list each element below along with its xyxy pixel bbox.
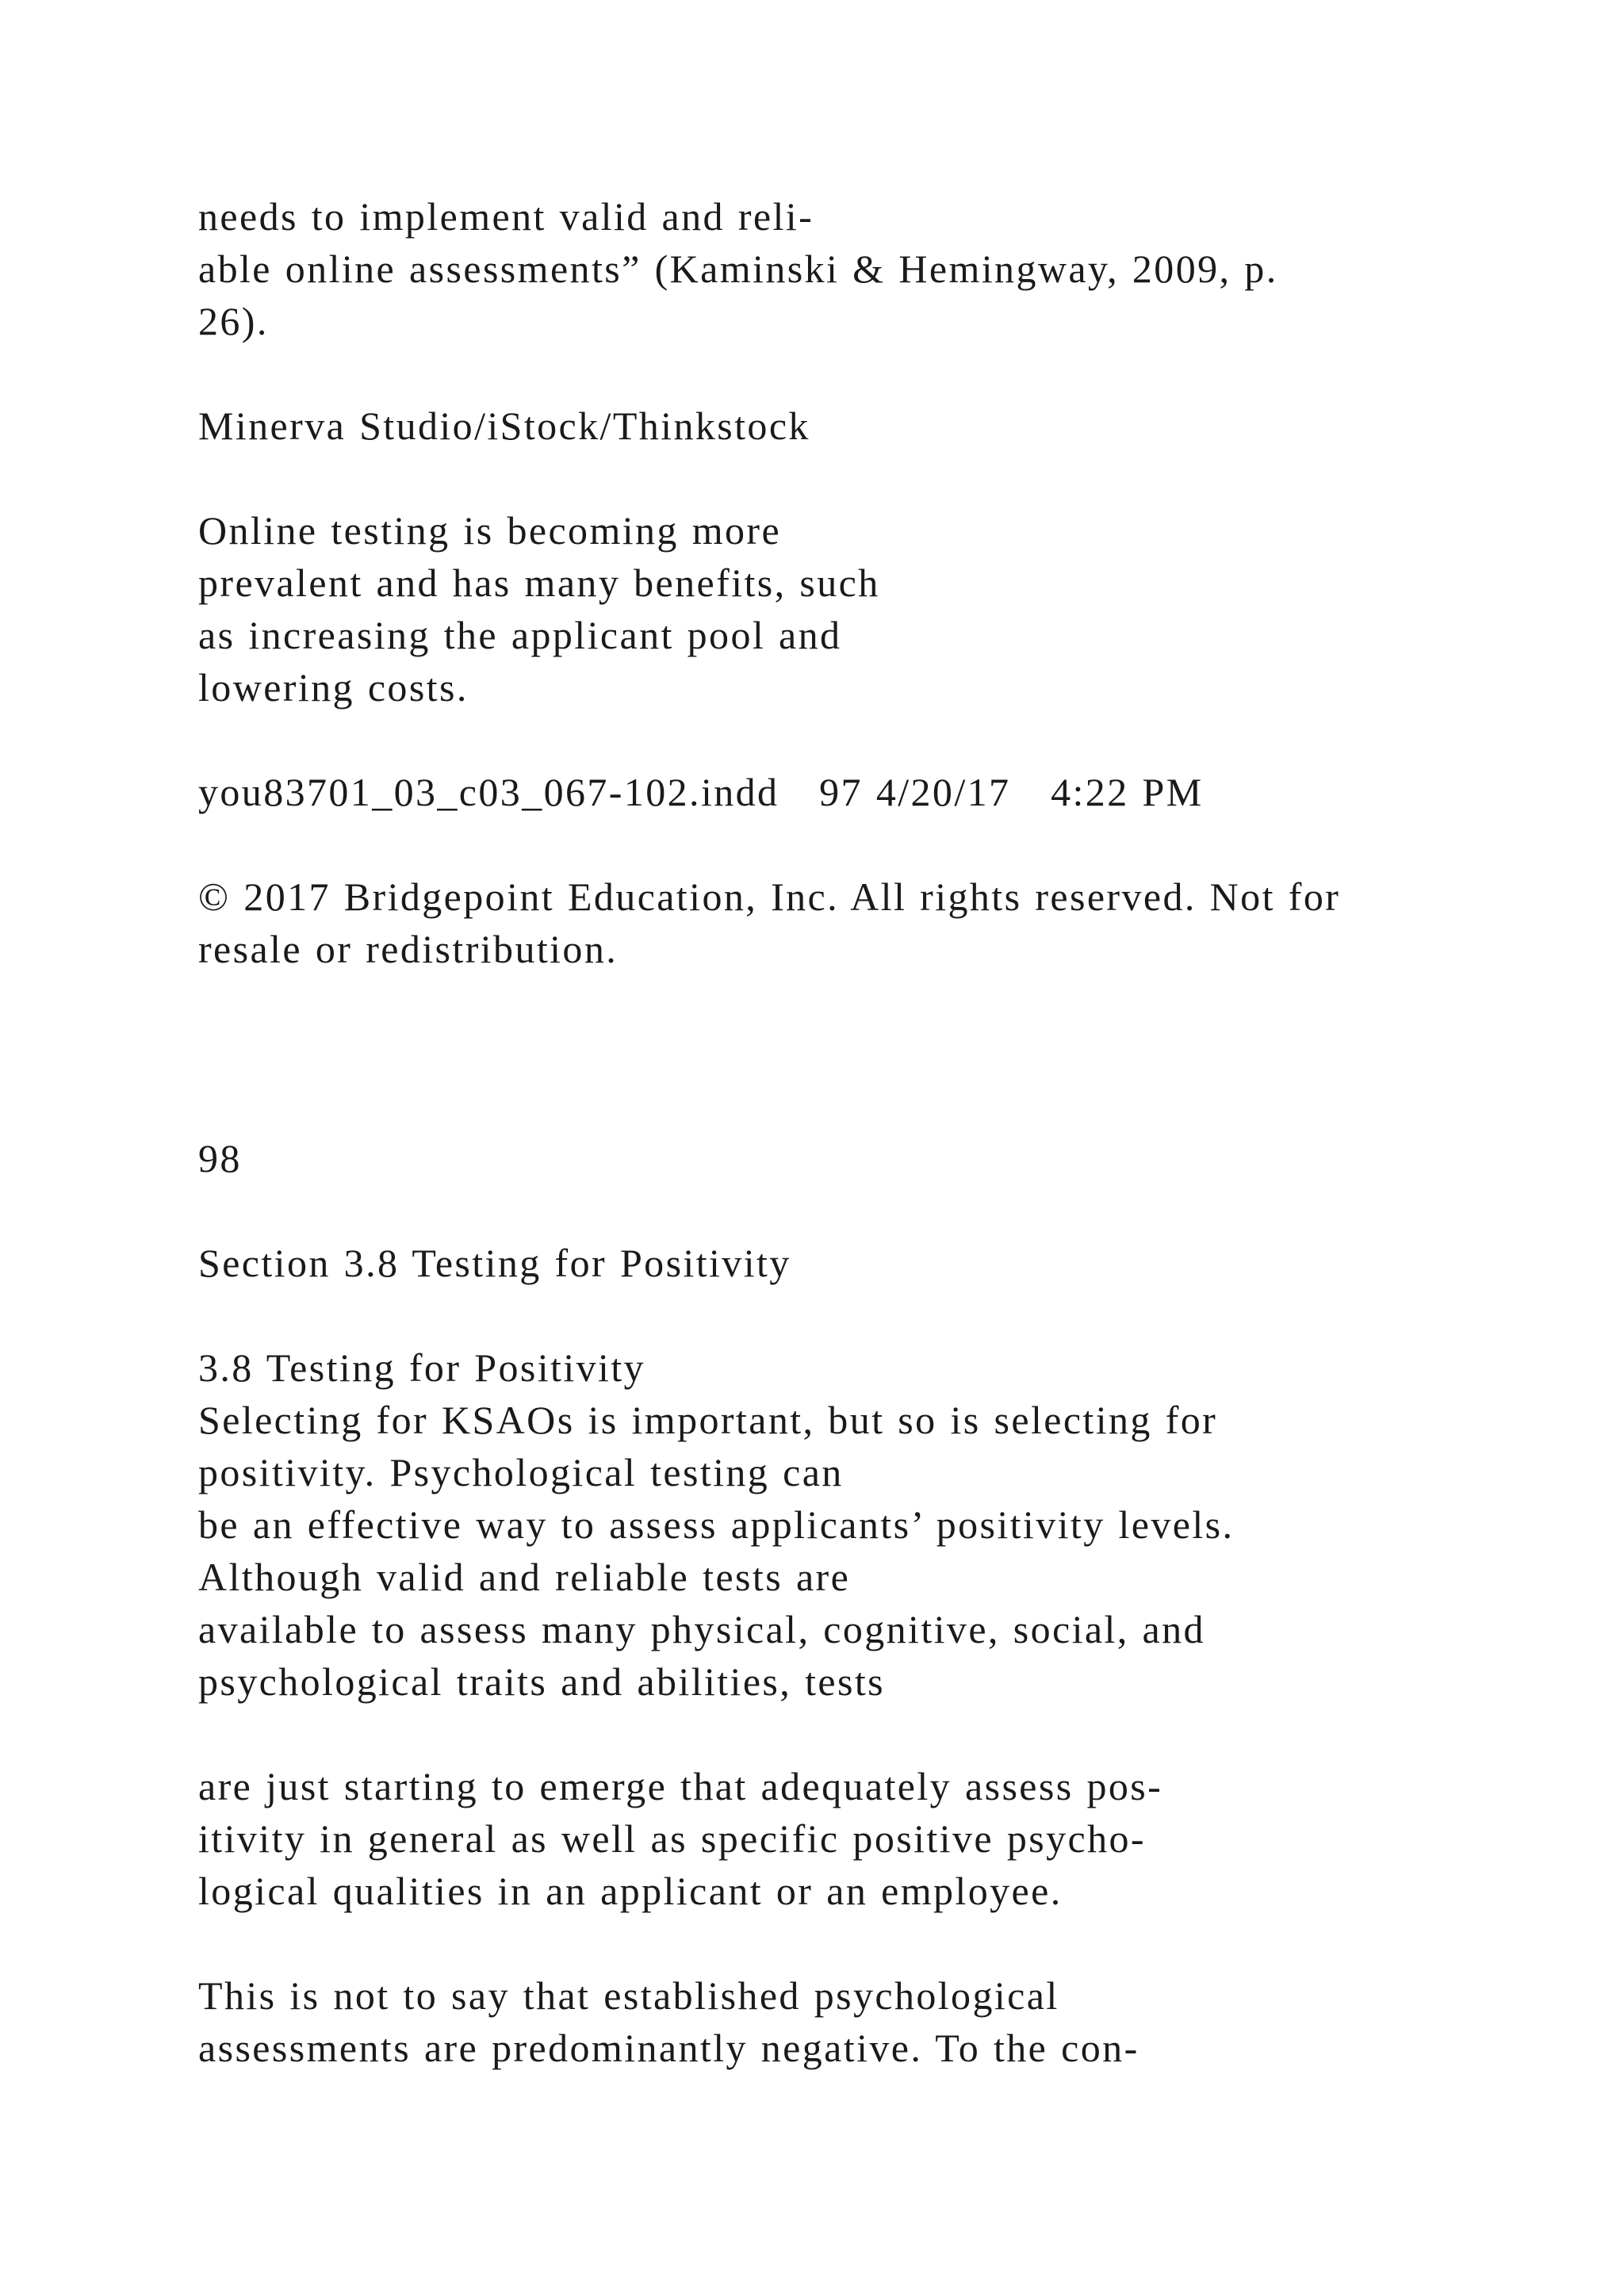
blank-line: [198, 1184, 1594, 1237]
blank-line: [198, 1708, 1594, 1760]
blank-line: [198, 714, 1594, 766]
section-body: [198, 1341, 1594, 1708]
text-line: psychological traits and abilities, tests: [198, 1659, 885, 1704]
blank-line: [198, 1289, 1594, 1341]
text-line: prevalent and has many benefits, such: [198, 561, 880, 605]
image-caption: [198, 504, 1594, 714]
page-number: 98: [198, 1136, 242, 1181]
paragraph: [198, 1760, 1594, 1917]
file-info: you83701_03_c03_067-102.indd 97 4/20/17 4:22 PM: [198, 770, 1204, 814]
blank-line: [198, 1917, 1594, 1969]
text-line: are just starting to emerge that adequately assess pos-: [198, 1764, 1163, 1808]
quote-ending-paragraph: [198, 190, 1594, 347]
blank-line: [198, 452, 1594, 504]
blank-line: [198, 347, 1594, 400]
text-line: Selecting for KSAOs is important, but so is selecting for: [198, 1398, 1218, 1442]
section-heading: 3.8 Testing for Positivity: [198, 1345, 646, 1390]
text-line: 26).: [198, 299, 269, 343]
text-line: © 2017 Bridgepoint Education, Inc. All rights reserved. Not for: [198, 874, 1341, 919]
photo-credit: Minerva Studio/iStock/Thinkstock: [198, 404, 810, 448]
text-line: positivity. Psychological testing can: [198, 1450, 844, 1494]
blank-line: [198, 818, 1594, 871]
blank-space: [198, 975, 1594, 1132]
text-line: This is not to say that established psychological: [198, 1973, 1059, 2018]
text-line: able online assessments” (Kaminski & Hemingway, 2009, p.: [198, 247, 1278, 291]
text-line: as increasing the applicant pool and: [198, 613, 842, 657]
running-head: Section 3.8 Testing for Positivity: [198, 1241, 791, 1285]
copyright-notice: [198, 871, 1594, 975]
text-line: logical qualities in an applicant or an employee.: [198, 1869, 1063, 1913]
document-page: [198, 190, 1594, 2074]
text-line: assessments are predominantly negative. To the con-: [198, 2026, 1139, 2070]
paragraph: [198, 1969, 1594, 2074]
text-line: Although valid and reliable tests are: [198, 1555, 851, 1599]
text-line: be an effective way to assess applicants’ positivity levels.: [198, 1502, 1235, 1547]
text-line: Online testing is becoming more: [198, 508, 782, 553]
text-line: itivity in general as well as specific positive psycho-: [198, 1816, 1146, 1861]
text-line: available to assess many physical, cognitive, social, and: [198, 1607, 1205, 1651]
text-line: needs to implement valid and reli-: [198, 194, 814, 239]
text-line: lowering costs.: [198, 665, 469, 710]
text-line: resale or redistribution.: [198, 927, 619, 971]
